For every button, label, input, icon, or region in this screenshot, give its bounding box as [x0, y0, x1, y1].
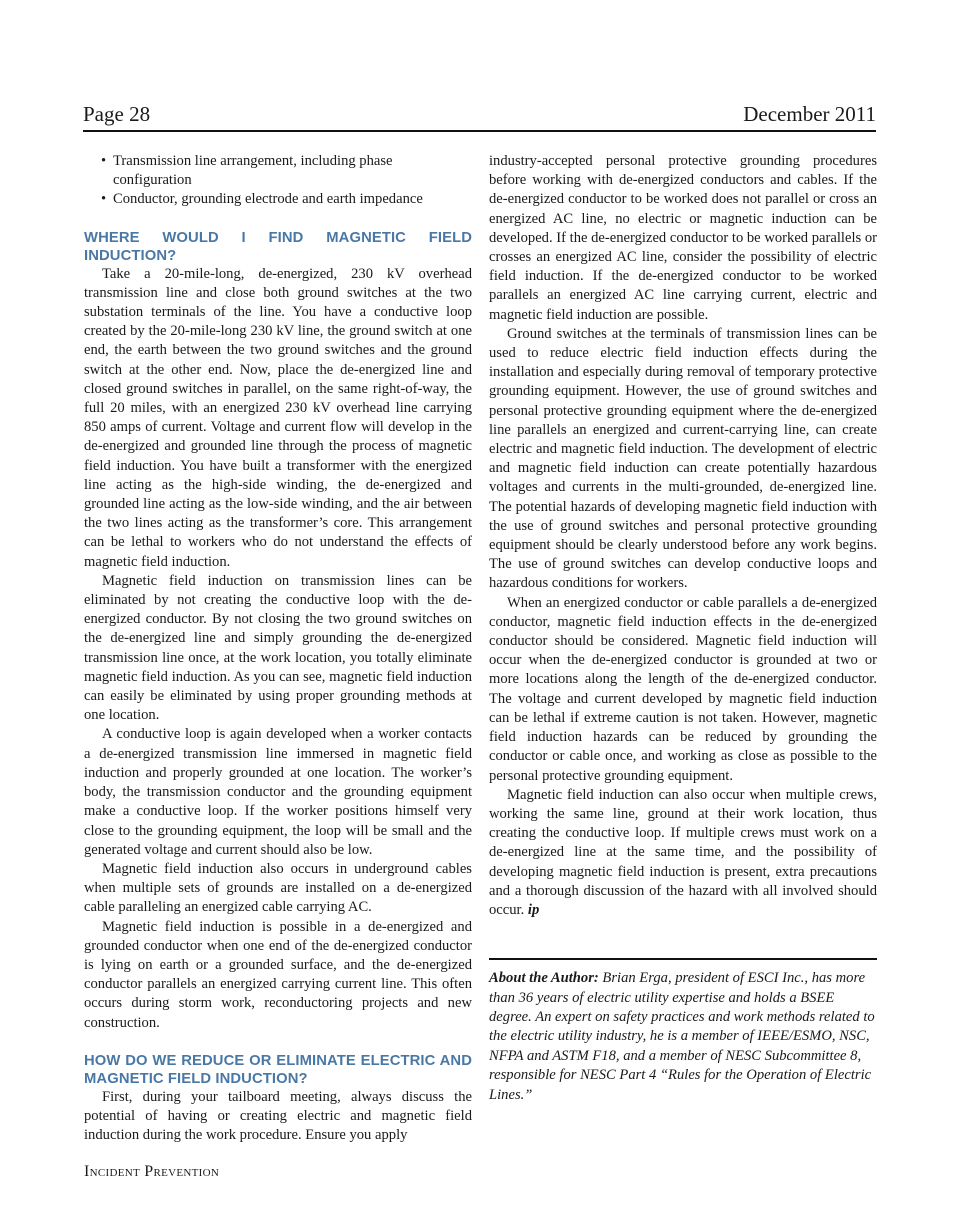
page-number: Page 28	[83, 102, 151, 126]
body-paragraph: Magnetic field induction on transmission lines can be eliminated by not creating the conductive loop with the de-energized conductor. By not closing the two ground switches on the de-energized line and simply grounding the de-energized transmission line once, at the work location, you totally eliminate magnetic field induction. As you can see, magnetic field induction can easily be eliminated by using proper grounding methods at one location.	[84, 572, 472, 724]
bullet-list	[84, 152, 472, 210]
bullet-item: • Conductor, grounding electrode and earth impedance	[84, 190, 472, 209]
body-paragraph: Magnetic field induction is possible in a de-energized and grounded conductor when one end of the de-energized conductor is lying on earth or a grounded surface, and the de-energized conductor parallels an energized carrying current line. This often occurs during storm work, reconductoring projects and new construction.	[84, 918, 472, 1031]
closing-paragraph	[489, 786, 877, 920]
body-paragraph: Ground switches at the terminals of transmission lines can be used to reduce electric field induction effects during the installation and especially during removal of temporary protective grounding equipment. However, the use of ground switches and personal protective grounding equipment where the de-energized line parallels an energized and current-carrying line, can create electric and magnetic field induction. The development of electric and magnetic field induction can create potentially hazardous voltages and currents in the multi-grounded, de-energized line. The potential hazards of developing magnetic field induction with the use of ground switches and personal protective grounding equipment should be clearly understood before any work begins. The use of ground switches can develop conductive loops and hazardous conditions for workers.	[489, 325, 877, 592]
author-bio	[489, 958, 877, 1105]
section-heading-where: WHERE WOULD I FIND MAGNETIC FIELD INDUCTION?	[84, 229, 472, 264]
page-header	[83, 99, 876, 132]
author-bio-lead: About the Author:	[489, 970, 599, 987]
publication-footer: Incident Prevention	[84, 1163, 220, 1180]
body-paragraph: Take a 20-mile-long, de-energized, 230 kV overhead transmission line and close both ground switches at the two substation terminals of the line. You have a conductive loop created by the 20-mile-long 230 kV line, the ground switch at one end, the earth between the two ground switches and the ground switch at the other end. Now, place the de-energized line and closed ground switches in parallel, on the same right-of-way, the full 20 miles, with an energized 230 kV overhead line carrying 850 amps of current. Voltage and current flow will develop in the de-energized and grounded line through the process of magnetic field induction. You have built a transformer with the energized line acting as the high-side winding, the de-energized and grounded line acting as the low-side winding, and the air between the two lines acting as the transformer’s core. This arrangement can be lethal to workers who do not understand the effects of magnetic field induction.	[84, 265, 472, 570]
right-column	[489, 152, 877, 1105]
left-column	[84, 152, 472, 1145]
body-paragraph: When an energized conductor or cable parallels a de-energized conductor, magnetic field induction effects in the de-energized conductor should be considered. Magnetic field induction will occur when the de-energized conductor is grounded at two or more locations along the length of the de-energized conductor. The voltage and current developed by magnetic field induction can be lethal if extreme caution is not taken. However, magnetic field induction hazards can be reduced by grounding the conductor or cable once, and working as close as possible to the personal protective grounding equipment.	[489, 594, 877, 784]
issue-date: December 2011	[743, 102, 876, 126]
body-paragraph: First, during your tailboard meeting, always discuss the potential of having or creating electric and magnetic field induction during the work procedure. Ensure you apply	[84, 1088, 472, 1144]
author-bio-text	[489, 969, 877, 1105]
closing-text: Magnetic field induction can also occur when multiple crews, working the same line, ground at their work location, thus creating the conductive loop. If multiple crews must work on a de-energized line at the same time, and the possibility of developing magnetic field induction is present, extra precautions and a thorough discussion of the hazard with all involved should occur.	[489, 786, 877, 918]
author-bio-body: Brian Erga, president of ESCI Inc., has more than 36 years of electric utility expertise and holds a BSEE degree. An expert on safety practices and work methods related to the electric utility industry, he is a member of IEEE/ESMO, NSC, NFPA and ASTM F18, and a member of NESC Subcommittee 8, responsible for NESC Part 4 “Rules for the Operation of Electric Lines.”	[489, 970, 875, 1103]
end-mark: ip	[527, 901, 540, 918]
bullet-item: • Transmission line arrangement, including phase configuration	[84, 152, 472, 190]
section-heading-how: HOW DO WE REDUCE OR ELIMINATE ELECTRIC AND MAGNETIC FIELD INDUCTION?	[84, 1052, 472, 1087]
body-paragraph: Magnetic field induction also occurs in underground cables when multiple sets of grounds are installed on a de-energized cable paralleling an energized cable carrying AC.	[84, 860, 472, 916]
body-paragraph: industry-accepted personal protective grounding procedures before working with de-energized conductors and cables. If the de-energized conductor to be worked does not parallel or cross an energized AC line, no electric or magnetic induction can be developed. If the de-energized conductor to be worked parallels or crosses an energized AC line, consider the possibility of electric field induction. If the de-energized conductor to be worked parallels an energized AC line carrying current, electric and magnetic field induction are possible.	[489, 153, 877, 323]
body-paragraph: A conductive loop is again developed when a worker contacts a de-energized transmission line immersed in magnetic field induction and properly grounded at one location. The worker’s body, the transmission conductor and the grounding equipment make a conductive loop. If the worker positions himself very close to the grounding equipment, the loop will be small and the generated voltage and current should also be low.	[84, 726, 472, 858]
